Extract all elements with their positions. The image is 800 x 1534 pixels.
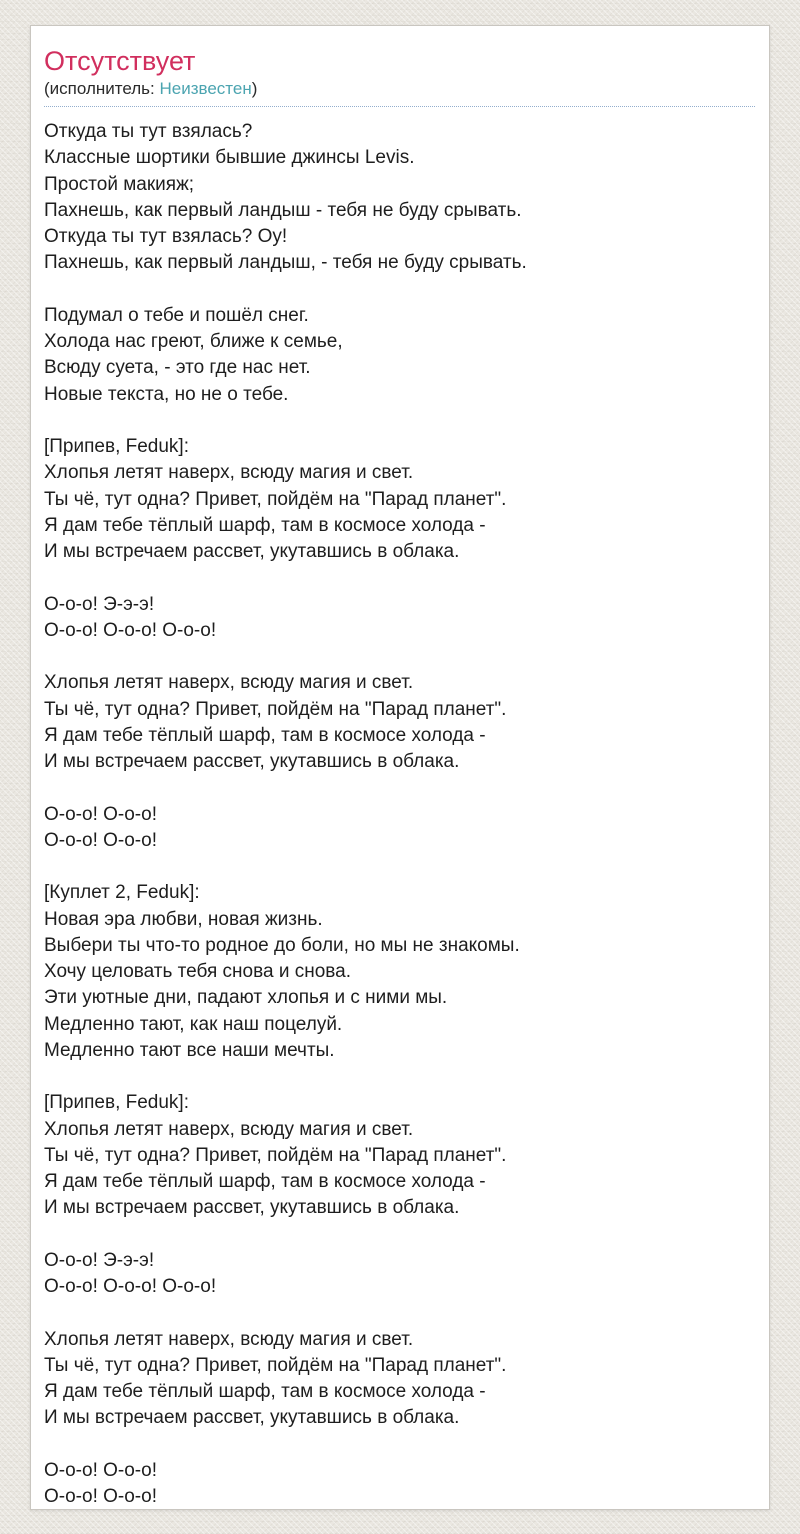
stanza <box>44 1090 755 1221</box>
lyric-line: О-о-о! О-о-о! О-о-о! <box>44 1276 217 1298</box>
lyric-line: Пахнешь, как первый ландыш - тебя не буду срывать. <box>44 199 522 221</box>
song-header <box>44 46 755 107</box>
lyric-line: Простой макияж; <box>44 173 195 195</box>
lyric-line: Я дам тебе тёплый шарф, там в космосе холода - <box>44 1171 486 1193</box>
lyrics-card <box>30 25 770 1510</box>
lyric-line: И мы встречаем рассвет, укутавшись в облака. <box>44 751 460 773</box>
stanza <box>44 434 755 565</box>
lyric-line: Ты чё, тут одна? Привет, пойдём на "Парад планет". <box>44 1354 507 1376</box>
song-title[interactable]: Отсутствует <box>44 46 196 76</box>
lyric-line: Хочу целовать тебя снова и снова. <box>44 961 352 983</box>
stanza <box>44 802 755 855</box>
stanza <box>44 670 755 775</box>
artist-label-prefix: (исполнитель: <box>44 79 160 99</box>
lyric-line: [Припев, Feduk]: <box>44 1092 189 1114</box>
lyric-line: Я дам тебе тёплый шарф, там в космосе холода - <box>44 724 486 746</box>
stanza <box>44 1327 755 1432</box>
lyric-line: Эти уютные дни, падают хлопья и с ними мы. <box>44 987 448 1009</box>
lyric-line: Ты чё, тут одна? Привет, пойдём на "Парад планет". <box>44 1144 507 1166</box>
stanza <box>44 880 755 1064</box>
lyric-line: Хлопья летят наверх, всюду магия и свет. <box>44 462 414 484</box>
lyric-line: Хлопья летят наверх, всюду магия и свет. <box>44 672 414 694</box>
stanza <box>44 1458 755 1511</box>
stanza <box>44 303 755 408</box>
lyric-line: Новые текста, но не о тебе. <box>44 383 289 405</box>
stanza <box>44 592 755 645</box>
lyric-line: И мы встречаем рассвет, укутавшись в облака. <box>44 1197 460 1219</box>
lyric-line: Хлопья летят наверх, всюду магия и свет. <box>44 1118 414 1140</box>
stanza <box>44 119 755 277</box>
lyric-line: О-о-о! О-о-о! <box>44 1459 157 1481</box>
lyric-line: Ты чё, тут одна? Привет, пойдём на "Парад планет". <box>44 488 507 510</box>
artist-line <box>44 79 755 99</box>
lyric-line: Пахнешь, как первый ландыш, - тебя не буду срывать. <box>44 252 527 274</box>
lyric-line: О-о-о! Э-э-э! <box>44 593 155 615</box>
lyric-line: Всюду суета, - это где нас нет. <box>44 357 311 379</box>
lyric-line: Медленно тают, как наш поцелуй. <box>44 1013 343 1035</box>
lyric-line: О-о-о! Э-э-э! <box>44 1249 155 1271</box>
lyric-line: Откуда ты тут взялась? <box>44 121 253 143</box>
lyric-line: И мы встречаем рассвет, укутавшись в облака. <box>44 541 460 563</box>
artist-link[interactable]: Неизвестен <box>159 79 252 99</box>
lyric-line: [Куплет 2, Feduk]: <box>44 882 200 904</box>
artist-label-suffix: ) <box>251 79 258 99</box>
lyric-line: Холода нас греют, ближе к семье, <box>44 331 343 353</box>
lyric-line: О-о-о! О-о-о! <box>44 829 157 851</box>
lyric-line: Откуда ты тут взялась? Оу! <box>44 226 288 248</box>
lyric-line: О-о-о! О-о-о! <box>44 1486 157 1508</box>
lyric-line: Хлопья летят наверх, всюду магия и свет. <box>44 1328 414 1350</box>
lyric-line: О-о-о! О-о-о! <box>44 803 157 825</box>
lyric-line: Я дам тебе тёплый шарф, там в космосе холода - <box>44 514 486 536</box>
lyric-line: Ты чё, тут одна? Привет, пойдём на "Парад планет". <box>44 698 507 720</box>
lyric-line: Подумал о тебе и пошёл снег. <box>44 304 309 326</box>
stanza <box>44 1248 755 1301</box>
lyric-line: О-о-о! О-о-о! О-о-о! <box>44 619 217 641</box>
lyric-line: Я дам тебе тёплый шарф, там в космосе холода - <box>44 1381 486 1403</box>
lyric-line: Медленно тают все наши мечты. <box>44 1039 335 1061</box>
lyric-line: Новая эра любви, новая жизнь. <box>44 908 323 930</box>
lyric-line: Классные шортики бывшие джинсы Levis. <box>44 147 415 169</box>
lyric-line: И мы встречаем рассвет, укутавшись в облака. <box>44 1407 460 1429</box>
lyric-line: Выбери ты что-то родное до боли, но мы не знакомы. <box>44 934 520 956</box>
lyric-line: [Припев, Feduk]: <box>44 436 189 458</box>
lyrics <box>44 119 755 1510</box>
